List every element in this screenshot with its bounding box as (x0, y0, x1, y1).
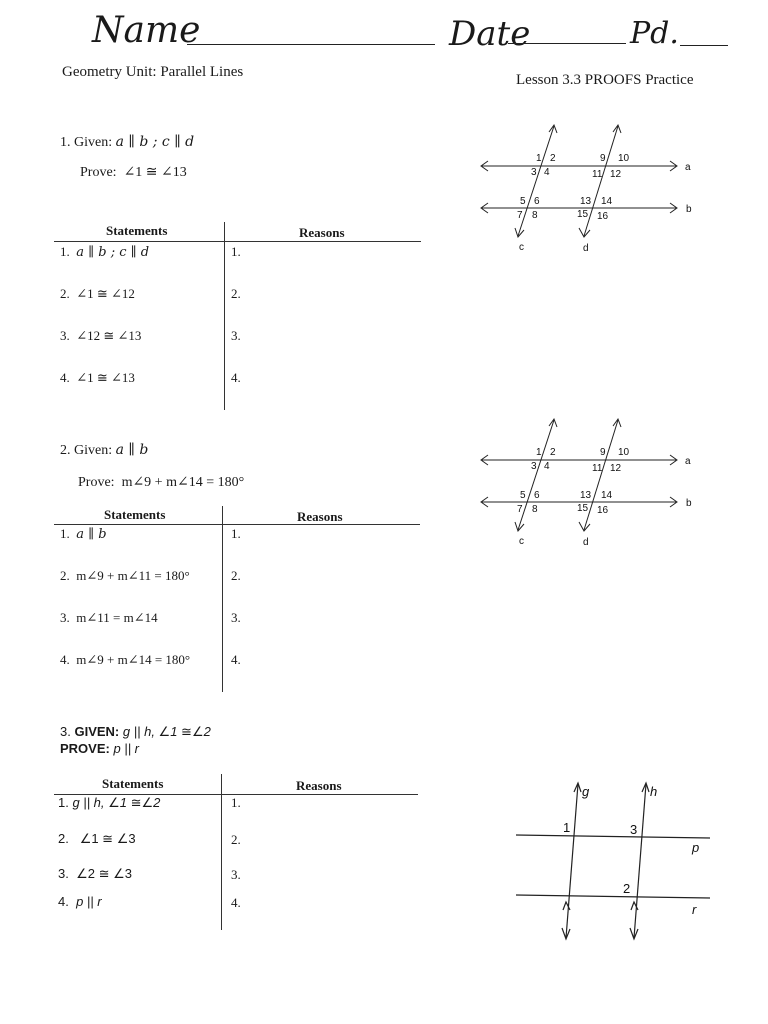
svg-text:10: 10 (618, 447, 630, 458)
svg-text:15: 15 (577, 503, 589, 514)
problem2-reason-3[interactable]: 3. (231, 610, 241, 625)
angle-4: 4 (544, 167, 550, 178)
angle-10: 10 (618, 153, 630, 164)
angle-14: 14 (601, 196, 613, 207)
svg-text:7: 7 (517, 504, 523, 515)
problem2-reasons-header: Reasons (297, 509, 343, 524)
problem1-prove-value: ∠1 ≅ ∠13 (123, 165, 187, 180)
problem1-table-rule (54, 241, 421, 242)
problem3-row-4: 4. p || r (58, 894, 102, 909)
unit-title: Geometry Unit: Parallel Lines (62, 64, 244, 80)
period-label: Pd. (630, 16, 679, 51)
line-h-label: h (650, 784, 658, 799)
line-d-label: d (583, 243, 589, 254)
line-a-label: a (685, 162, 691, 173)
transversal-diagram-1 (476, 120, 706, 260)
problem2-prove: Prove: m∠9 + m∠14 = 180° (78, 475, 245, 490)
svg-text:9: 9 (600, 447, 606, 458)
line-b-label: b (686, 204, 692, 215)
angle-label-3: 3 (630, 822, 638, 837)
problem3-table-divider (221, 774, 222, 930)
svg-text:b: b (686, 498, 692, 509)
problem1-given-label: Given: (74, 135, 113, 150)
date-label: Date (449, 14, 531, 54)
svg-text:12: 12 (610, 463, 622, 474)
problem1-row-1: 1. a ∥ b ; c ∥ d (60, 244, 150, 260)
lesson-title: Lesson 3.3 PROOFS Practice (516, 72, 694, 88)
svg-text:16: 16 (597, 505, 609, 516)
svg-text:4: 4 (544, 461, 550, 472)
line-g-label: g (582, 784, 590, 799)
problem2-given: 2. Given: a ∥ b (60, 442, 149, 458)
angle-15: 15 (577, 209, 589, 220)
problem3-reason-2[interactable]: 2. (231, 832, 241, 847)
line-p-label: p (692, 840, 700, 855)
problem3-reasons-header: Reasons (296, 778, 342, 793)
problem3-statements-header: Statements (102, 776, 164, 791)
problem2-row-3: 3. m∠11 = m∠14 (60, 610, 158, 625)
svg-text:d: d (583, 537, 589, 548)
problem1-table-divider (224, 222, 225, 410)
problem3-prove: PROVE: p || r (60, 741, 140, 756)
svg-text:c: c (519, 536, 524, 547)
problem2-statements-header: Statements (104, 507, 166, 522)
problem2-row-1: 1. a ∥ b (60, 526, 107, 542)
svg-text:3: 3 (531, 461, 537, 472)
svg-text:8: 8 (532, 504, 538, 515)
problem3-row-1: 1. g || h, ∠1 ≅∠2 (58, 795, 161, 810)
problem2-row-4: 4. m∠9 + m∠14 = 180° (60, 652, 191, 667)
svg-text:a: a (685, 456, 691, 467)
problem1-reason-4[interactable]: 4. (231, 370, 241, 385)
angle-2: 2 (550, 153, 556, 164)
problem1-given (60, 134, 194, 151)
angle-6: 6 (534, 196, 540, 207)
problem3-row-3: 3. ∠2 ≅ ∠3 (58, 866, 132, 881)
angle-label-2: 2 (623, 881, 631, 896)
svg-text:14: 14 (601, 490, 613, 501)
name-label: Name (92, 10, 201, 51)
angle-label-1: 1 (563, 820, 571, 835)
svg-text:13: 13 (580, 490, 592, 501)
angle-12: 12 (610, 169, 622, 180)
problem1-reasons-header: Reasons (299, 225, 345, 240)
angle-1: 1 (536, 153, 542, 164)
angle-5: 5 (520, 196, 526, 207)
problem1-number: 1. (60, 135, 71, 150)
svg-text:6: 6 (534, 490, 540, 501)
problem1-statements-header: Statements (106, 223, 168, 238)
angle-16: 16 (597, 211, 609, 222)
problem1-prove-label: Prove: (80, 165, 117, 180)
problem3-reason-1[interactable]: 1. (231, 795, 241, 810)
problem3-given: 3. GIVEN: g || h, ∠1 ≅∠2 (60, 724, 211, 739)
problem2-table-divider (222, 506, 223, 692)
problem2-table-rule (54, 524, 420, 525)
problem1-given-value: a ∥ b ; c ∥ d (115, 134, 195, 150)
problem1-prove (80, 164, 187, 181)
angle-9: 9 (600, 153, 606, 164)
problem2-reason-2[interactable]: 2. (231, 568, 241, 583)
parallel-lines-diagram-3 (510, 778, 720, 944)
problem2-row-2: 2. m∠9 + m∠11 = 180° (60, 568, 190, 583)
angle-3: 3 (531, 167, 537, 178)
angle-13: 13 (580, 196, 592, 207)
problem2-reason-1[interactable]: 1. (231, 526, 241, 541)
period-field[interactable] (680, 45, 728, 46)
problem3-reason-3[interactable]: 3. (231, 867, 241, 882)
angle-11: 11 (592, 169, 603, 180)
svg-text:11: 11 (592, 463, 603, 474)
date-field[interactable] (508, 43, 626, 44)
svg-text:1: 1 (536, 447, 542, 458)
svg-text:2: 2 (550, 447, 556, 458)
line-r-label: r (692, 902, 697, 917)
problem1-row-3: 3. ∠12 ≅ ∠13 (60, 328, 142, 343)
problem3-reason-4[interactable]: 4. (231, 895, 241, 910)
transversal-diagram-2 (476, 414, 706, 554)
problem3-row-2: 2. ∠1 ≅ ∠3 (58, 831, 136, 846)
name-field[interactable] (187, 44, 435, 45)
problem1-reason-1[interactable]: 1. (231, 244, 241, 259)
problem2-reason-4[interactable]: 4. (231, 652, 241, 667)
problem1-row-2: 2. ∠1 ≅ ∠12 (60, 286, 135, 301)
svg-text:5: 5 (520, 490, 526, 501)
problem1-row-4: 4. ∠1 ≅ ∠13 (60, 370, 135, 385)
problem1-reason-3[interactable]: 3. (231, 328, 241, 343)
line-c-label: c (519, 242, 524, 253)
angle-7: 7 (517, 210, 523, 221)
angle-8: 8 (532, 210, 538, 221)
problem1-reason-2[interactable]: 2. (231, 286, 241, 301)
